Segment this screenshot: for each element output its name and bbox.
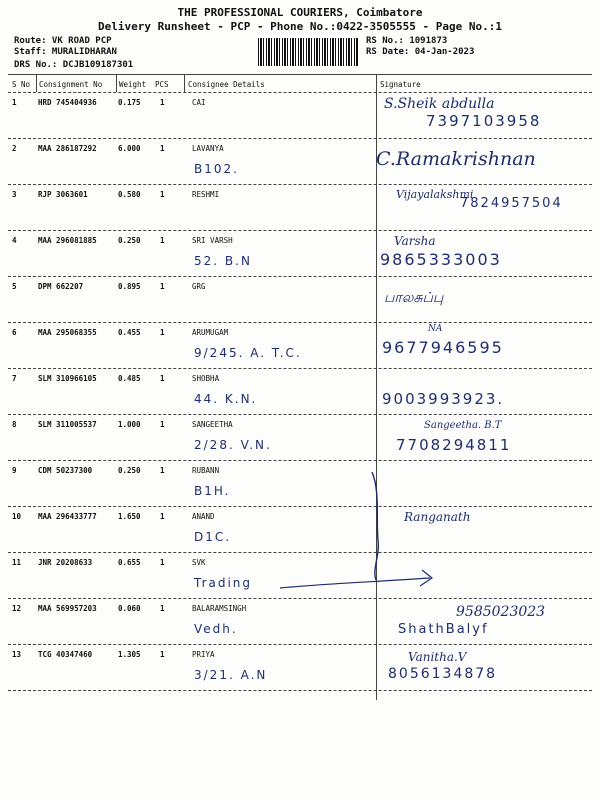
row-consignee-name: GRG	[192, 282, 206, 291]
row-signature-line2: 9003993923.	[382, 390, 505, 408]
header-divider	[8, 92, 592, 93]
row-consignment: HRD 745404936	[38, 98, 97, 107]
row-pcs: 1	[160, 374, 165, 383]
row-signature-line1: Vanitha.V	[408, 650, 467, 664]
row-consignment: JNR 20208633	[38, 558, 93, 567]
row-pcs: 1	[160, 282, 165, 291]
row-divider	[8, 230, 592, 231]
row-signature-line2: 9865333003	[380, 250, 502, 269]
row-pcs: 1	[160, 144, 165, 153]
row-signature-line1: Vijayalakshmi	[396, 188, 474, 201]
row-signature-line2: 7824957504	[460, 196, 563, 211]
row-weight: 1.650	[118, 512, 141, 521]
row-divider	[8, 138, 592, 139]
row-signature-line1: பாலசுப்பு	[384, 290, 444, 306]
row-weight: 0.175	[118, 98, 141, 107]
row-consignment: SLM 310966105	[38, 374, 97, 383]
row-signature-line1: Ranganath	[404, 510, 471, 524]
col-header-consignment: Consignment No	[39, 80, 103, 89]
row-signature-line1: NA	[428, 324, 443, 334]
col-header-sno: S No	[12, 80, 31, 89]
col-header-pcs: PCS	[155, 80, 169, 89]
row-sno: 8	[12, 420, 17, 429]
row-signature-line1: 9585023023	[456, 604, 546, 620]
row-consignee-address: D1C.	[194, 530, 232, 544]
row-pcs: 1	[160, 512, 165, 521]
row-pcs: 1	[160, 466, 165, 475]
row-consignee-name: SRI VARSH	[192, 236, 233, 245]
row-consignee-address: B1H.	[194, 484, 231, 498]
col-header-weight: Weight	[119, 80, 147, 89]
table-top-border	[8, 74, 592, 75]
row-divider	[8, 184, 592, 185]
row-consignment: MAA 296081885	[38, 236, 97, 245]
row-pcs: 1	[160, 328, 165, 337]
row-weight: 6.000	[118, 144, 141, 153]
row-consignee-name: SANGEETHA	[192, 420, 233, 429]
col-header-consignee: Consignee Details	[188, 80, 265, 89]
row-consignee-address: B102.	[194, 162, 239, 176]
row-consignment: MAA 569957203	[38, 604, 97, 613]
row-sno: 2	[12, 144, 17, 153]
row-weight: 0.250	[118, 466, 141, 475]
row-sno: 5	[12, 282, 17, 291]
staff-label: Staff: MURALIDHARAN	[14, 47, 117, 57]
row-weight: 0.655	[118, 558, 141, 567]
row-consignee-name: BALARAMSINGH	[192, 604, 247, 613]
col-divider	[116, 74, 117, 92]
row-consignee-address: 3/21. A.N	[194, 668, 268, 682]
row-pcs: 1	[160, 558, 165, 567]
row-consignee-name: LAVANYA	[192, 144, 224, 153]
row-divider	[8, 414, 592, 415]
row-sno: 10	[12, 512, 22, 521]
row-divider	[8, 690, 592, 691]
row-signature-line1: Varsha	[394, 234, 436, 248]
row-signature-line1: C.Ramakrishnan	[376, 148, 536, 170]
row-consignment: RJP 3063601	[38, 190, 88, 199]
drs-number: DRS No.: DCJB109187301	[14, 60, 134, 70]
row-consignee-address: 44. K.N.	[194, 392, 258, 406]
row-signature-line1: S.Sheik abdulla	[384, 96, 495, 112]
barcode-image	[258, 38, 358, 66]
runsheet-title: Delivery Runsheet - PCP - Phone No.:0422-3505555 - Page No.:1	[98, 20, 502, 33]
handwritten-bracket-arrow	[280, 460, 450, 600]
row-signature-line2: 7708294811	[396, 436, 512, 454]
row-pcs: 1	[160, 236, 165, 245]
row-weight: 0.060	[118, 604, 141, 613]
row-weight: 0.455	[118, 328, 141, 337]
row-pcs: 1	[160, 190, 165, 199]
row-consignee-name: SHOBHA	[192, 374, 220, 383]
row-pcs: 1	[160, 420, 165, 429]
row-consignee-name: RESHMI	[192, 190, 220, 199]
row-weight: 1.305	[118, 650, 141, 659]
rs-number: RS No.: 1091873	[366, 36, 448, 46]
row-consignment: SLM 311005537	[38, 420, 97, 429]
row-consignee-address: 9/245. A. T.C.	[194, 346, 302, 360]
row-signature-line2: 7397103958	[426, 112, 542, 130]
row-consignee-name: RUBANN	[192, 466, 220, 475]
row-divider	[8, 276, 592, 277]
row-consignee-name: ANAND	[192, 512, 215, 521]
row-consignee-address: Trading	[194, 576, 253, 590]
row-sno: 3	[12, 190, 17, 199]
row-consignee-address: Vedh.	[194, 622, 238, 636]
row-consignment: CDM 50237300	[38, 466, 93, 475]
row-sno: 11	[12, 558, 22, 567]
col-header-signature: Signature	[380, 80, 421, 89]
row-pcs: 1	[160, 98, 165, 107]
row-sno: 9	[12, 466, 17, 475]
row-pcs: 1	[160, 650, 165, 659]
row-sno: 13	[12, 650, 22, 659]
row-signature-line1: Sangeetha. B.T	[424, 420, 502, 431]
row-consignee-address: 52. B.N	[194, 254, 252, 268]
row-signature-line2: 9677946595	[382, 338, 504, 357]
row-weight: 1.000	[118, 420, 141, 429]
row-weight: 0.895	[118, 282, 141, 291]
col-divider	[36, 74, 37, 92]
col-divider	[184, 74, 185, 92]
row-signature-line2: 8056134878	[388, 666, 498, 682]
row-divider	[8, 322, 592, 323]
row-weight: 0.580	[118, 190, 141, 199]
route-label: Route: VK ROAD PCP	[14, 36, 112, 46]
row-consignment: DPM 662207	[38, 282, 84, 291]
row-divider	[8, 644, 592, 645]
row-divider	[8, 368, 592, 369]
row-signature-line2: ShathBalyf	[398, 622, 489, 637]
rs-date: RS Date: 04-Jan-2023	[366, 47, 475, 57]
row-consignment: MAA 296433777	[38, 512, 97, 521]
row-consignee-name: CAI	[192, 98, 206, 107]
row-sno: 7	[12, 374, 17, 383]
row-consignee-address: 2/28. V.N.	[194, 438, 272, 452]
row-consignee-name: PRIYA	[192, 650, 215, 659]
row-consignee-name: SVK	[192, 558, 206, 567]
company-title: THE PROFESSIONAL COURIERS, Coimbatore	[177, 6, 423, 19]
row-pcs: 1	[160, 604, 165, 613]
row-sno: 6	[12, 328, 17, 337]
row-sno: 4	[12, 236, 17, 245]
row-consignment: MAA 286187292	[38, 144, 97, 153]
row-sno: 12	[12, 604, 22, 613]
row-consignment: TCG 40347460	[38, 650, 93, 659]
row-sno: 1	[12, 98, 17, 107]
row-weight: 0.485	[118, 374, 141, 383]
row-weight: 0.250	[118, 236, 141, 245]
row-consignment: MAA 295068355	[38, 328, 97, 337]
row-consignee-name: ARUMUGAM	[192, 328, 229, 337]
